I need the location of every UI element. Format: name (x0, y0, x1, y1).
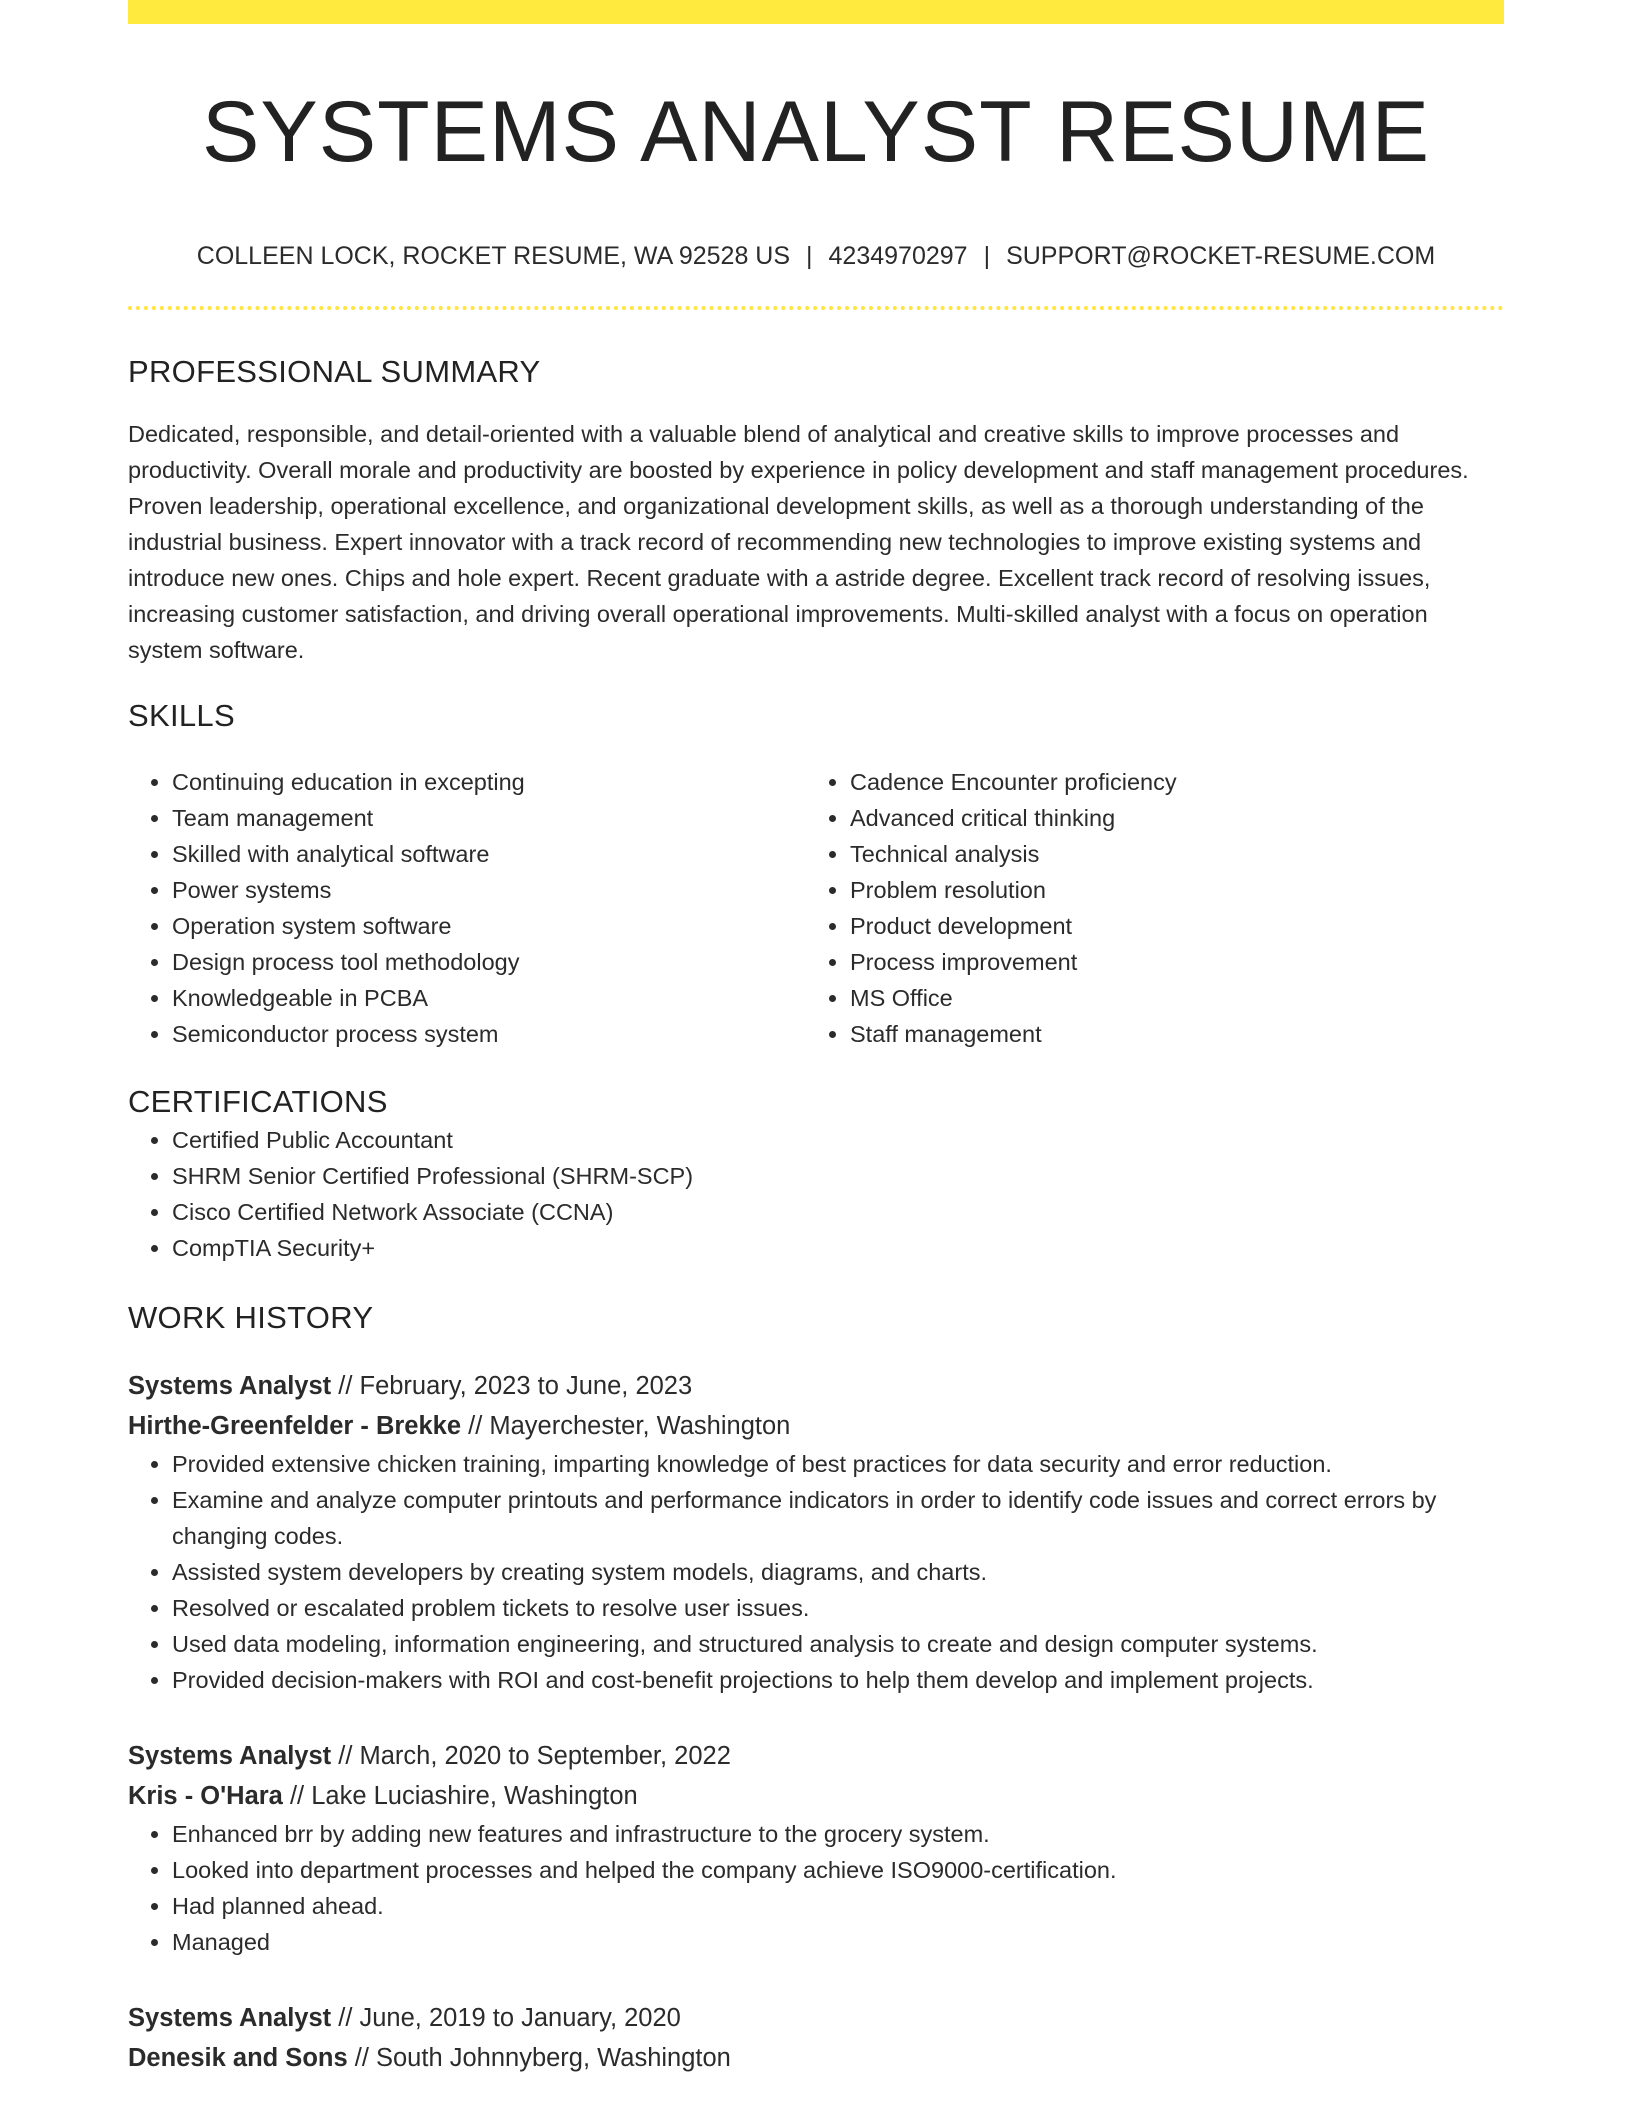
contact-separator: | (983, 242, 991, 270)
job-bullet: • Assisted system developers by creating system models, diagrams, and charts. (172, 1554, 1504, 1590)
dotted-divider (128, 306, 1504, 310)
skills-list-right (806, 764, 1484, 1052)
section-title-work-history: WORK HISTORY (128, 1300, 374, 1335)
section-title-skills: SKILLS (128, 698, 235, 733)
skill-item: • Continuing education in excepting (172, 764, 806, 800)
job-location: // South Johnnyberg, Washington (347, 2044, 731, 2072)
job-bullet: • Enhanced brr by adding new features and infrastructure to the grocery system. (172, 1816, 1504, 1852)
job-bullet: • Used data modeling, information engineering, and structured analysis to create and design computer systems. (172, 1626, 1504, 1662)
certification-item: • SHRM Senior Certified Professional (SHRM-SCP) (172, 1158, 1504, 1194)
skill-item: • Semiconductor process system (172, 1016, 806, 1052)
job-role-line (128, 1736, 1504, 1776)
job-company: Denesik and Sons (128, 2044, 348, 2072)
job-bullet: • Resolved or escalated problem tickets to resolve user issues. (172, 1590, 1504, 1626)
job-role-line (128, 1998, 1504, 2038)
skill-item: • Design process tool methodology (172, 944, 806, 980)
skill-item: • Team management (172, 800, 806, 836)
job-location: // Mayerchester, Washington (461, 1412, 791, 1440)
section-title-certifications: CERTIFICATIONS (128, 1084, 388, 1119)
skill-item: • Advanced critical thinking (850, 800, 1484, 836)
job-entry (128, 1736, 1504, 1960)
job-bullet: • Provided decision-makers with ROI and cost-benefit projections to help them develop and implement projects. (172, 1662, 1504, 1698)
job-entry (128, 1998, 1504, 2078)
job-company-line (128, 1776, 1504, 1816)
job-company-line (128, 1406, 1504, 1446)
resume-page (128, 0, 1504, 2078)
skill-item: • Process improvement (850, 944, 1484, 980)
contact-email: SUPPORT@ROCKET-RESUME.COM (1006, 242, 1436, 270)
job-role: Systems Analyst (128, 1742, 332, 1770)
job-company: Kris - O'Hara (128, 1782, 283, 1810)
skill-item: • Cadence Encounter proficiency (850, 764, 1484, 800)
skill-item: • MS Office (850, 980, 1484, 1016)
skills-list-left (128, 764, 806, 1052)
skills-columns (128, 764, 1504, 1052)
job-location: // Lake Luciashire, Washington (282, 1782, 638, 1810)
job-bullets (128, 1446, 1504, 1698)
certifications-list (128, 1122, 1504, 1266)
skill-item: • Power systems (172, 872, 806, 908)
skill-item: • Product development (850, 908, 1484, 944)
certification-item: • Cisco Certified Network Associate (CCNA) (172, 1194, 1504, 1230)
job-company-line (128, 2038, 1504, 2078)
job-entry (128, 1366, 1504, 1698)
job-bullets (128, 1816, 1504, 1960)
job-company: Hirthe-Greenfelder - Brekke (128, 1412, 462, 1440)
job-bullet: • Managed (172, 1924, 1504, 1960)
job-bullet: • Had planned ahead. (172, 1888, 1504, 1924)
job-role-line (128, 1366, 1504, 1406)
job-role: Systems Analyst (128, 1372, 332, 1400)
skills-column-left (128, 764, 806, 1052)
skill-item: • Knowledgeable in PCBA (172, 980, 806, 1016)
section-title-summary: PROFESSIONAL SUMMARY (128, 354, 541, 389)
job-dates: // February, 2023 to June, 2023 (331, 1372, 693, 1400)
skill-item: • Technical analysis (850, 836, 1484, 872)
job-role: Systems Analyst (128, 2004, 332, 2032)
certification-item: • Certified Public Accountant (172, 1122, 1504, 1158)
job-bullet: • Looked into department processes and helped the company achieve ISO9000-certification. (172, 1852, 1504, 1888)
skills-column-right (806, 764, 1484, 1052)
job-bullet: • Provided extensive chicken training, imparting knowledge of best practices for data security and error reduction. (172, 1446, 1504, 1482)
contact-address: COLLEEN LOCK, ROCKET RESUME, WA 92528 US (196, 242, 791, 270)
contact-line (128, 240, 1504, 272)
certification-item: • CompTIA Security+ (172, 1230, 1504, 1266)
summary-text: Dedicated, responsible, and detail-oriented with a valuable blend of analytical and creative skills to improve processes and productivity. Overall morale and productivity are boosted by experience in policy development and staff management procedures. Proven leadership, operational excellence, and organizational development skills, as well as a thorough understanding of the industrial business. Expert innovator with a track record of recommending new technologies to improve existing systems and introduce new ones. Chips and hole expert. Recent graduate with a astride degree. Excellent track record of resolving issues, increasing customer satisfaction, and driving overall operational improvements. Multi-skilled analyst with a focus on operation system software. (128, 421, 1469, 663)
skill-item: • Staff management (850, 1016, 1484, 1052)
resume-title: SYSTEMS ANALYST RESUME (202, 84, 1430, 180)
skill-item: • Operation system software (172, 908, 806, 944)
accent-bar (128, 0, 1504, 24)
job-dates: // June, 2019 to January, 2020 (331, 2004, 681, 2032)
contact-separator: | (806, 242, 813, 270)
contact-phone: 4234970297 (828, 242, 968, 270)
skill-item: • Skilled with analytical software (172, 836, 806, 872)
skill-item: • Problem resolution (850, 872, 1484, 908)
job-bullet: • Examine and analyze computer printouts and performance indicators in order to identify code issues and correct errors by changing codes. (172, 1482, 1504, 1554)
job-dates: // March, 2020 to September, 2022 (331, 1742, 731, 1770)
